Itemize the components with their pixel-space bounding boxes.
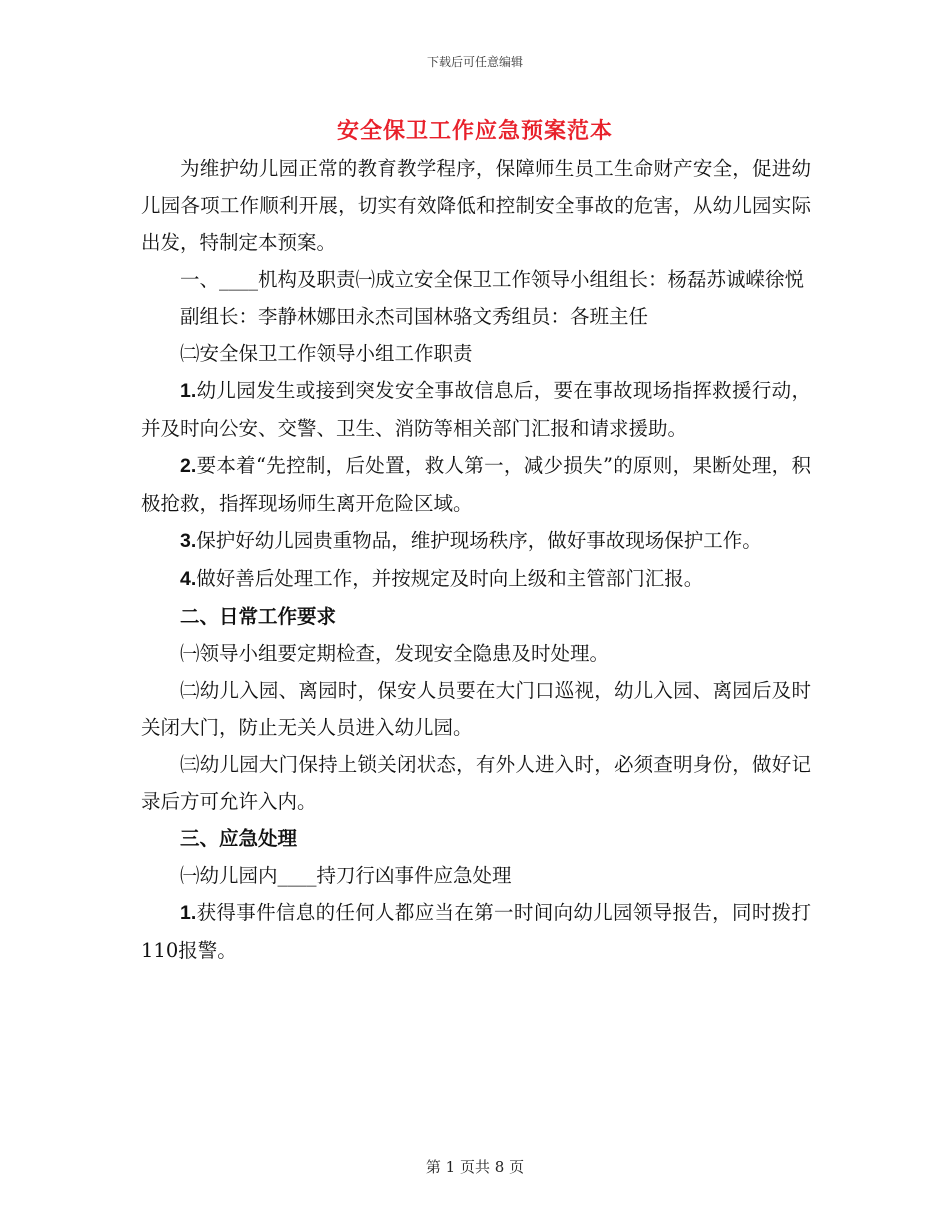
duty-item-1: [141, 372, 811, 447]
daily-item-1: ㈠领导小组要定期检查，发现安全隐患及时处理。: [180, 642, 610, 665]
emergency-subheading: ㈠幼儿园内____持刀行凶事件应急处理: [180, 864, 512, 887]
intro-paragraph: 为维护幼儿园正常的教育教学程序，保障师生员工生命财产安全，促进幼儿园各项工作顺利开展，切实有效降低和控制安全事故的危害，从幼儿园实际出发，特制定本预案。: [141, 157, 811, 254]
page-footer: 第 1 页共 8 页: [425, 1158, 525, 1176]
item-text: 做好善后处理工作，并按规定及时向上级和主管部门汇报。: [196, 567, 704, 590]
item-number: 4.: [180, 568, 197, 590]
item-number: 1.: [180, 902, 197, 924]
emergency-item-1: [141, 894, 811, 969]
section-heading-emergency: 三、应急处理: [180, 827, 298, 850]
item-text: 要本着“先控制，后处置，救人第一，减少损失”的原则，果断处理，积极抢救，指挥现场师生离开危险区域。: [141, 454, 811, 515]
item-text: 获得事件信息的任何人都应当在第一时间向幼儿园领导报告，同时拨打110报警。: [141, 901, 811, 962]
duties-heading: ㈡安全保卫工作领导小组工作职责: [180, 342, 473, 365]
daily-item-2: ㈡幼儿入园、离园时，保安人员要在大门口巡视，幼儿入园、离园后及时关闭大门，防止无关人员进入幼儿园。: [141, 679, 811, 739]
document-body: [141, 150, 811, 969]
deputy-leader-paragraph: 副组长：李静林娜田永杰司国林骆文秀组员：各班主任: [180, 305, 649, 328]
header-note: 下载后可任意编辑: [426, 55, 523, 69]
duty-item-3: [141, 522, 811, 560]
section-heading-daily: 二、日常工作要求: [180, 605, 337, 628]
item-number: 2.: [180, 455, 197, 477]
organization-paragraph: 一、____机构及职责㈠成立安全保卫工作领导小组组长：杨磊苏诚嵘徐悦: [180, 268, 805, 291]
item-text: 保护好幼儿园贵重物品，维护现场秩序，做好事故现场保护工作。: [196, 529, 762, 552]
daily-item-3: ㈢幼儿园大门保持上锁关闭状态，有外人进入时，必须查明身份，做好记录后方可允许入内。: [141, 753, 811, 813]
duty-item-4: [141, 560, 811, 598]
item-number: 1.: [180, 380, 197, 402]
item-text: 幼儿园发生或接到突发安全事故信息后，要在事故现场指挥救援行动，并及时向公安、交警、卫生、消防等相关部门汇报和请求援助。: [141, 379, 811, 440]
item-number: 3.: [180, 530, 197, 552]
duty-item-2: [141, 447, 811, 522]
document-title: 安全保卫工作应急预案范本: [336, 118, 613, 144]
